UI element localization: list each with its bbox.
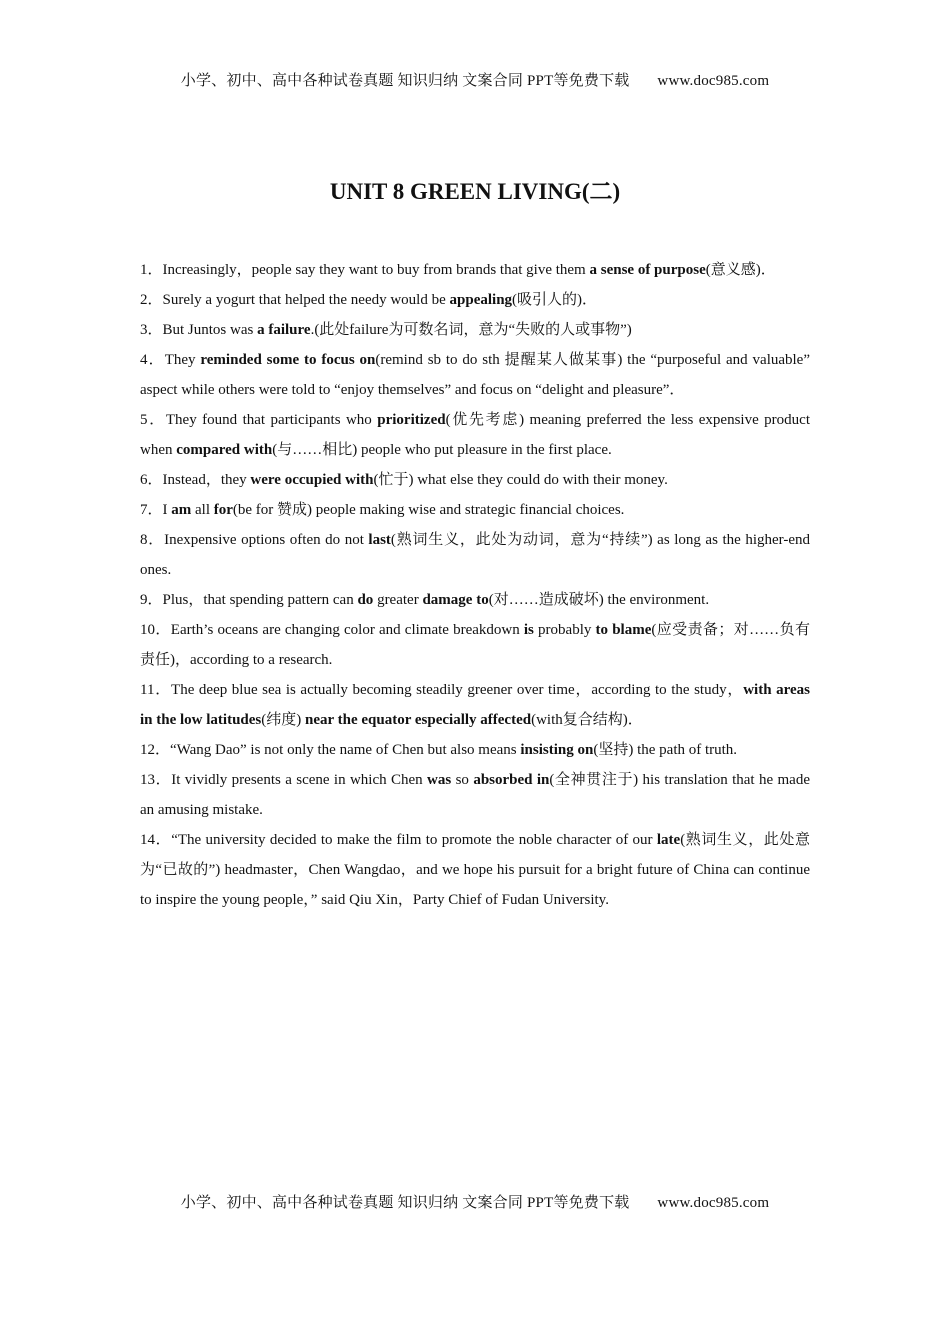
key-phrase: with areas in the low latitudes	[140, 682, 810, 728]
key-phrase: was	[427, 772, 452, 788]
sentence-text: (with复合结构)．	[531, 712, 643, 728]
list-item	[140, 765, 810, 825]
sentence-text: (坚持) the path of truth.	[593, 742, 738, 758]
key-phrase: prioritized	[377, 412, 446, 428]
list-item	[140, 405, 810, 465]
list-item	[140, 525, 810, 585]
sentence-text: 8．Inexpensive options often do not	[140, 532, 369, 548]
sentence-text: .(此处failure为可数名词，意为“失败的人或事物”)	[310, 322, 632, 338]
sentence-text: 11．The deep blue sea is actually becoming steadily greener over time，according to the study，	[140, 682, 744, 698]
list-item	[140, 465, 810, 495]
list-item	[140, 675, 810, 735]
page-footer	[0, 1191, 950, 1212]
header-text: 小学、初中、高中各种试卷真题 知识归纳 文案合同 PPT等免费下载	[180, 73, 630, 89]
list-item	[140, 495, 810, 525]
sentence-text: (与……相比) people who put pleasure in the first place.	[272, 442, 612, 458]
sentence-text: probably	[533, 622, 596, 638]
sentence-text: 5．They found that participants who	[140, 412, 378, 428]
sentence-text: (be for 赞成) people making wise and strategic financial choices.	[232, 502, 625, 518]
sentence-text: 3．But Juntos was	[140, 322, 258, 338]
sentence-text: (纬度)	[261, 712, 306, 728]
key-phrase: damage to	[422, 592, 489, 608]
sentence-text: 14．“The university decided to make the film to promote the noble character of our	[140, 832, 657, 848]
key-phrase: appealing	[449, 292, 513, 308]
sentence-text: 10．Earth’s oceans are changing color and climate breakdown	[140, 622, 524, 638]
key-phrase: is	[523, 622, 534, 638]
footer-url[interactable]: www.doc985.com	[657, 1195, 770, 1211]
sentence-text: (意义感)．	[705, 262, 776, 278]
sentence-text: 4．They	[140, 352, 201, 368]
sentence-text: (吸引人的)．	[512, 292, 598, 308]
key-phrase: absorbed in	[473, 772, 550, 788]
list-item	[140, 285, 810, 315]
list-item	[140, 735, 810, 765]
list-item	[140, 345, 810, 405]
sentence-text: 12．“Wang Dao” is not only the name of Chen but also means	[140, 742, 521, 758]
sentence-text: all	[191, 502, 214, 518]
key-phrase: last	[368, 532, 391, 548]
key-phrase: insisting on	[520, 742, 594, 758]
sentence-text: (对……造成破坏) the environment.	[488, 592, 710, 608]
key-phrase: a failure	[257, 322, 311, 338]
key-phrase: compared with	[176, 442, 273, 458]
sentence-text: (优先考虑) meaning preferred the less expensive product when	[140, 412, 810, 458]
exercise-list	[140, 255, 810, 915]
key-phrase: am	[171, 502, 192, 518]
sentence-text: 13．It vividly presents a scene in which Chen	[140, 772, 428, 788]
list-item	[140, 585, 810, 615]
key-phrase: for	[213, 502, 233, 518]
sentence-text: (全神贯注于) his translation that he made an amusing mistake.	[140, 772, 810, 818]
sentence-text: (熟词生义，此处为动词，意为“持续”) as long as the higher-end ones.	[140, 532, 811, 578]
list-item	[140, 315, 810, 345]
sentence-text: greater	[373, 592, 423, 608]
sentence-text: (remind sb to do sth 提醒某人做某事) the “purposeful and valuable” aspect while others were told to “enjoy themselves” and focus on “delight and pleasure”．	[140, 352, 810, 398]
sentence-text: (忙于) what else they could do with their money.	[373, 472, 668, 488]
sentence-text: 7．I	[140, 502, 172, 518]
key-phrase: to blame	[595, 622, 652, 638]
footer-text: 小学、初中、高中各种试卷真题 知识归纳 文案合同 PPT等免费下载	[180, 1195, 630, 1211]
sentence-text: 2．Surely a yogurt that helped the needy would be	[140, 292, 450, 308]
key-phrase: near the equator especially affected	[305, 712, 532, 728]
list-item	[140, 615, 810, 675]
page-header	[0, 69, 950, 90]
header-url[interactable]: www.doc985.com	[657, 73, 770, 89]
sentence-text: (熟词生义，此处意为“已故的”) headmaster，Chen Wangdao，and we hope his pursuit for a bright future of China can continue to inspire the young people，” said Qiu Xin，Party Chief of Fudan University.	[140, 832, 810, 908]
key-phrase: late	[656, 832, 681, 848]
key-phrase: reminded some to focus on	[200, 352, 376, 368]
key-phrase: do	[357, 592, 374, 608]
key-phrase: a sense of purpose	[589, 262, 706, 278]
list-item	[140, 255, 810, 285]
sentence-text: so	[451, 772, 474, 788]
list-item	[140, 825, 810, 915]
sentence-text: 1．Increasingly，people say they want to buy from brands that give them	[140, 262, 590, 278]
sentence-text: (应受责备；对……负有责任)，according to a research.	[140, 622, 810, 668]
sentence-text: 6．Instead，they	[140, 472, 251, 488]
sentence-text: 9．Plus，that spending pattern can	[140, 592, 358, 608]
page-title: UNIT 8 GREEN LIVING(二)	[329, 179, 621, 204]
key-phrase: were occupied with	[250, 472, 374, 488]
